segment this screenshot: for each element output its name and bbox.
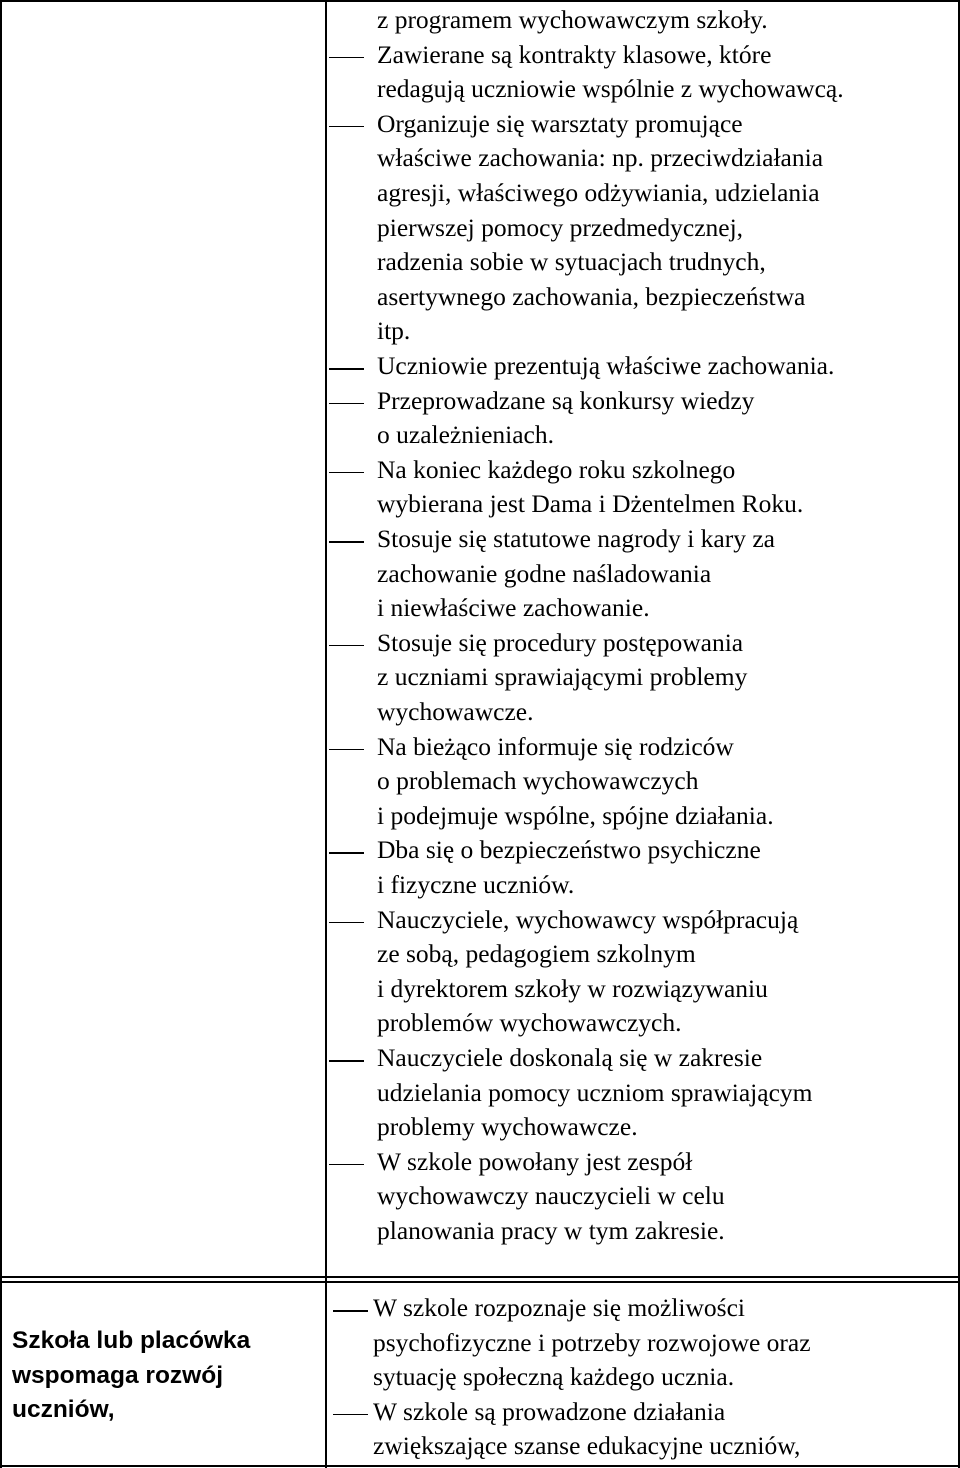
row-divider-upper bbox=[0, 1276, 960, 1278]
text-line: itp. bbox=[377, 316, 411, 346]
text-line: redagują uczniowie wspólnie z wychowawcą. bbox=[377, 74, 844, 104]
text-line: wychowawcze. bbox=[377, 697, 534, 726]
text-line: ze sobą, pedagogiem szkolnym bbox=[377, 939, 696, 969]
text-line: Zawierane są kontrakty klasowe, które bbox=[377, 39, 772, 69]
text-line: W szkole rozpoznaje się możliwości bbox=[373, 1293, 745, 1322]
table-border-mid bbox=[325, 0, 327, 1468]
text-line: radzenia sobie w sytuacjach trudnych, bbox=[377, 247, 766, 277]
dash-bullet bbox=[329, 922, 364, 924]
dash-bullet bbox=[329, 368, 364, 370]
text-line: psychofizyczne i potrzeby rozwojowe oraz bbox=[373, 1327, 811, 1357]
text-line: sytuację społeczną każdego ucznia. bbox=[373, 1362, 735, 1392]
text-line: Stosuje się procedury postępowania bbox=[377, 627, 744, 657]
dash-bullet bbox=[333, 1414, 368, 1416]
text-line: właściwe zachowania: np. przeciwdziałania bbox=[377, 143, 824, 173]
row-divider-lower bbox=[0, 1281, 960, 1283]
text-line: wybierana jest Dama i Dżentelmen Roku. bbox=[377, 489, 804, 519]
text-line: Przeprowadzane są konkursy wiedzy bbox=[377, 385, 755, 415]
dash-bullet bbox=[329, 749, 364, 751]
text-line: W szkole powołany jest zespół bbox=[377, 1146, 693, 1176]
text-line: Dba się o bezpieczeństwo psychiczne bbox=[377, 835, 761, 865]
dash-bullet bbox=[329, 403, 364, 405]
text-line: planowania pracy w tym zakresie. bbox=[377, 1216, 725, 1245]
dash-bullet bbox=[329, 645, 364, 647]
text-line: problemów wychowawczych. bbox=[377, 1008, 682, 1038]
table-border-left bbox=[0, 0, 2, 1468]
text-line: i dyrektorem szkoły w rozwiązywaniu bbox=[377, 973, 768, 1003]
dash-bullet bbox=[329, 126, 364, 128]
text-line: z uczniami sprawiającymi problemy bbox=[377, 662, 748, 692]
text-line: asertywnego zachowania, bezpieczeństwa bbox=[377, 281, 806, 311]
text-line: W szkole są prowadzone działania bbox=[373, 1396, 726, 1426]
table-border-bottom bbox=[0, 1465, 960, 1467]
text-line: i podejmuje wspólne, spójne działania. bbox=[377, 800, 774, 830]
dash-bullet bbox=[329, 57, 364, 59]
text-line: o problemach wychowawczych bbox=[377, 766, 699, 796]
text-line: Uczniowie prezentują właściwe zachowania. bbox=[377, 351, 835, 380]
left-title-line: Szkoła lub placówka bbox=[12, 1327, 251, 1354]
text-line: wychowawczy nauczycieli w celu bbox=[377, 1181, 725, 1211]
text-line: Nauczyciele, wychowawcy współpracują bbox=[377, 904, 799, 934]
left-title-line: uczniów, bbox=[12, 1396, 115, 1423]
text-line: o uzależnieniach. bbox=[377, 420, 554, 450]
text-line: Stosuje się statutowe nagrody i kary za bbox=[377, 524, 775, 553]
dash-bullet bbox=[329, 1060, 364, 1062]
text-line: agresji, właściwego odżywiania, udzielania bbox=[377, 178, 820, 207]
text-line: i niewłaściwe zachowanie. bbox=[377, 593, 650, 623]
text-line: Organizuje się warsztaty promujące bbox=[377, 108, 743, 138]
text-line: i fizyczne uczniów. bbox=[377, 870, 575, 899]
left-column-title bbox=[12, 1324, 312, 1428]
text-line: problemy wychowawcze. bbox=[377, 1112, 638, 1142]
dash-bullet bbox=[329, 1164, 364, 1166]
left-title-line: wspomaga rozwój bbox=[12, 1361, 224, 1389]
text-line: Na koniec każdego roku szkolnego bbox=[377, 454, 736, 484]
dash-bullet bbox=[329, 541, 364, 543]
text-line: udzielania pomocy uczniom sprawiającym bbox=[377, 1077, 813, 1107]
dash-bullet bbox=[329, 472, 364, 474]
dash-bullet bbox=[333, 1310, 368, 1312]
dash-bullet bbox=[329, 852, 364, 854]
text-line: z programem wychowawczym szkoły. bbox=[377, 5, 768, 34]
text-line: zwiększające szanse edukacyjne uczniów, bbox=[373, 1431, 801, 1461]
text-line: Nauczyciele doskonalą się w zakresie bbox=[377, 1043, 763, 1072]
text-line: Na bieżąco informuje się rodziców bbox=[377, 731, 734, 761]
text-line: pierwszej pomocy przedmedycznej, bbox=[377, 212, 744, 242]
table-border-top bbox=[0, 0, 960, 2]
text-line: zachowanie godne naśladowania bbox=[377, 558, 712, 588]
table-border-right bbox=[958, 0, 960, 1468]
